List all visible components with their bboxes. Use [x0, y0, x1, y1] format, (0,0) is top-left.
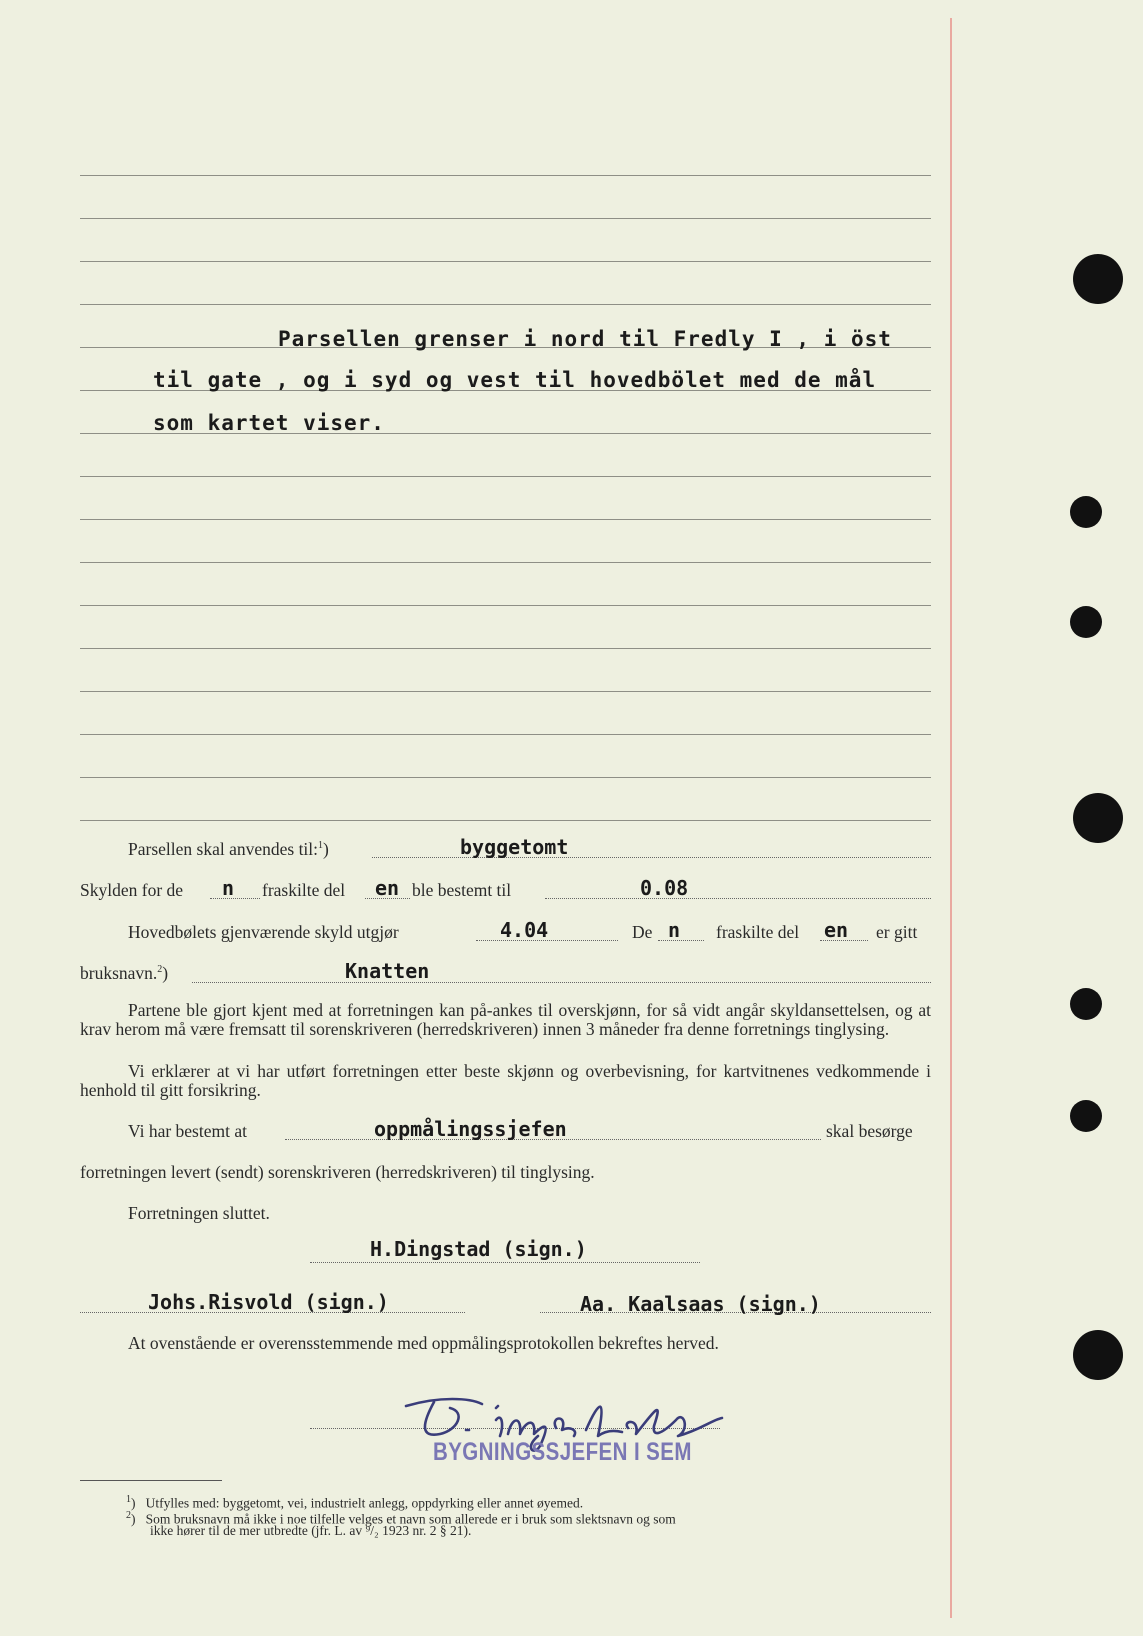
skyld-fill-a: n	[222, 876, 235, 900]
ruled-line	[80, 605, 931, 606]
hoved-value: 4.04	[500, 918, 549, 942]
punch-hole	[1073, 1330, 1123, 1380]
fraskilte-label: fraskilte del	[716, 922, 800, 942]
skyld-label-a: Skylden for de	[80, 880, 184, 900]
ruled-line	[80, 476, 931, 477]
punch-hole	[1073, 793, 1123, 843]
description-line-2: til gate , og i syd og vest til hovedbölet med de mål	[153, 368, 877, 392]
hoved-label: Hovedbølets gjenværende skyld utgjør	[128, 922, 399, 942]
ruled-line	[80, 519, 931, 520]
chief-signature: H.Dingstad (sign.)	[370, 1237, 587, 1261]
bruksnavn-label: bruksnavn.$^2$)	[80, 963, 169, 983]
ruled-line	[80, 304, 931, 305]
usage-label: Parsellen skal anvendes til:$^1$)	[128, 839, 329, 859]
punch-hole	[1070, 606, 1102, 638]
declaration-paragraph: Vi erklærer at vi har utført forretningen etter beste skjønn og overbevisning, for kartvitnenes vedkommende i henhold til gitt forsikring.	[80, 1061, 931, 1100]
de-fill: n	[668, 918, 681, 942]
ruled-line	[80, 691, 931, 692]
ruled-line	[80, 218, 931, 219]
levert-text: forretningen levert (sendt) sorenskriveren (herredskriveren) til tinglysing.	[80, 1162, 595, 1182]
footnote-2: $^2$) Som bruksnavn må ikke i noe tilfelle velges et navn som allerede er i bruk som slektsnavn og som	[126, 1510, 676, 1527]
witness-left-signature: Johs.Risvold (sign.)	[148, 1290, 389, 1314]
description-line-3: som kartet viser.	[153, 411, 385, 435]
ruled-line	[80, 648, 931, 649]
skyld-label-b: fraskilte del	[262, 880, 346, 900]
bruksnavn-value: Knatten	[345, 959, 430, 983]
skyld-value: 0.08	[640, 876, 689, 900]
skyld-dotted-a	[210, 898, 260, 899]
chief-signature-line	[310, 1262, 700, 1263]
footnote-2-cont: ikke hører til de mer utbredte (jfr. L. av ⁹/₂ 1923 nr. 2 § 21).	[150, 1523, 472, 1538]
margin-rule	[950, 18, 952, 1618]
office-stamp: BYGNINGSSJEFEN I SEM	[433, 1438, 692, 1466]
ruled-line	[80, 175, 931, 176]
ruled-line	[80, 820, 931, 821]
punch-hole	[1070, 1100, 1102, 1132]
ruled-line	[80, 261, 931, 262]
ruled-line	[80, 734, 931, 735]
bestemt-value: oppmålingssjefen	[374, 1117, 567, 1141]
skyld-fill-b: en	[375, 876, 400, 900]
ruled-line	[80, 562, 931, 563]
footnote-divider	[80, 1480, 222, 1481]
punch-hole	[1073, 254, 1123, 304]
ruled-line	[80, 777, 931, 778]
punch-hole	[1070, 988, 1102, 1020]
de-label: De	[632, 922, 653, 942]
sluttet-text: Forretningen sluttet.	[128, 1203, 270, 1223]
skyld-label-c: ble bestemt til	[412, 880, 512, 900]
fraskilte-fill: en	[824, 918, 849, 942]
usage-value: byggetomt	[460, 835, 569, 859]
gitt-label: er gitt	[876, 922, 918, 942]
appeal-paragraph: Partene ble gjort kjent med at forretningen kan på-ankes til overskjønn, for så vidt angår skyldansettelsen, og at krav herom må være fremsatt til sorenskriveren (herredskriveren) innen 3 måneder fra denne forretnings tinglysing.	[80, 1000, 931, 1039]
witness-right-signature: Aa. Kaalsaas (sign.)	[580, 1292, 821, 1316]
besorge-label: skal besørge	[826, 1121, 913, 1141]
usage-dotted-line	[372, 857, 931, 858]
footnote-1: $^1$) Utfylles med: byggetomt, vei, industrielt anlegg, oppdyrking eller annet øyemed.	[126, 1494, 584, 1511]
de-dotted	[658, 940, 704, 941]
certification-text: At ovenstående er overensstemmende med oppmålingsprotokollen bekreftes herved.	[128, 1333, 719, 1353]
punch-hole	[1070, 496, 1102, 528]
bestemt-label: Vi har bestemt at	[128, 1121, 247, 1141]
description-line-1: Parsellen grenser i nord til Fredly I , i öst	[278, 327, 892, 351]
skyld-dotted-c	[545, 898, 931, 899]
bruksnavn-dotted	[192, 982, 931, 983]
